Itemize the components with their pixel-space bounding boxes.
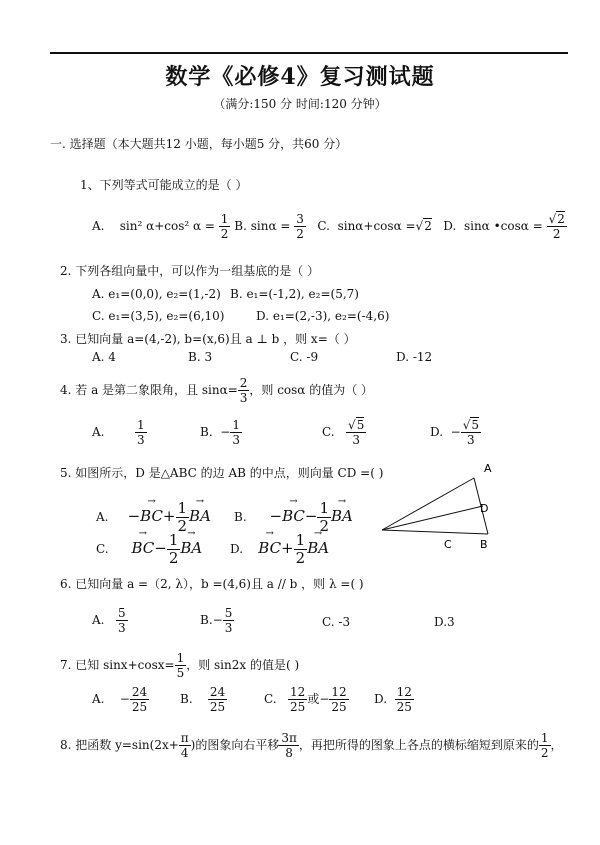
q3-option-b: B. 3 <box>188 350 213 364</box>
q4-option-c: C. $\frac{√5}{3}$ <box>322 418 365 447</box>
q1-stem: 1、下列等式可能成立的是（ ） <box>80 178 248 192</box>
top-rule <box>50 52 568 54</box>
q1-a-expr: sin² α+cos² α = <box>119 219 215 233</box>
page-title: 数学《必修4》复习测试题 <box>165 64 435 90</box>
q1-c-label: C. <box>317 219 330 233</box>
label-d: D <box>480 502 489 515</box>
q3-option-a: A. 4 <box>92 350 116 364</box>
q1-d-expr: sinα •cosα = <box>463 219 543 233</box>
q1-d-frac: $\frac{√2}{2}$ <box>548 212 565 241</box>
q2-option-b: B. e₁=(-1,2), e₂=(5,7) <box>230 287 359 301</box>
edge-cb <box>382 530 488 534</box>
q5-option-a: A. −→ BC+ $\frac{1}{2}$ → BA <box>96 500 211 535</box>
q5-option-d: D. → BC+ $\frac{1}{2}$ → BA <box>230 532 329 567</box>
q4-option-a: A. $\frac{1}{3}$ <box>92 418 145 447</box>
section-heading: 一. 选择题（本大题共12 小题，每小题5 分，共60 分） <box>50 137 348 151</box>
edge-ca <box>382 478 474 530</box>
q5-option-b: B. −→ BC− $\frac{1}{2}$ → BA <box>234 500 353 535</box>
q7-option-d: D. $\frac{12}{25}$ <box>374 685 412 714</box>
edge-cd <box>382 506 483 530</box>
q1-options: A. sin² α+cos² α = $\frac{1}{2}$ B. sinα = $\frac{3}{2}$ C. sinα+cosα =√2 D. sinα •cosα = $\frac{√2}{2}$ <box>92 212 565 241</box>
q1-b-frac: $\frac{3}{2}$ <box>296 212 304 241</box>
q1-b-label: B. <box>234 219 247 233</box>
q3-stem: 3. 已知向量 a=(4,-2), b=(x,6)且 a ⊥ b ，则 x=（ ） <box>60 332 356 346</box>
q1-a-label: A. <box>92 219 105 233</box>
q2-stem: 2. 下列各组向量中，可以作为一组基底的是（ ） <box>60 264 320 278</box>
q4-stem: 4. 若 a 是第二象限角，且 sinα= $\frac{2}{3}$ ，则 cosα 的值为（ ） <box>60 376 374 405</box>
q6-option-a: A. $\frac{5}{3}$ <box>92 606 126 635</box>
q2-option-c: C. e₁=(3,5), e₂=(6,10) <box>92 309 225 323</box>
q7-option-b: B. $\frac{24}{25}$ <box>180 685 226 714</box>
q3-option-d: D. -12 <box>396 350 433 364</box>
q4-option-b: B. − $\frac{1}{3}$ <box>200 418 240 447</box>
q1-c-radicand: 2 <box>424 219 432 233</box>
q5-option-c: C. → BC− $\frac{1}{2}$ → BA <box>96 532 202 567</box>
q6-option-d: D.3 <box>434 615 455 629</box>
q1-a-frac: $\frac{1}{2}$ <box>220 212 229 241</box>
q4-option-d: D. − $\frac{√5}{3}$ <box>430 418 480 447</box>
q1-d-label: D. <box>443 219 457 233</box>
q7-stem: 7. 已知 sinx+cosx= $\frac{1}{5}$ ，则 sin2x 的值是( ) <box>60 651 300 680</box>
q5-stem: 5. 如图所示，D 是△ABC 的边 AB 的中点，则向量 CD =( ) <box>60 466 384 480</box>
label-c: C <box>444 538 452 551</box>
q3-option-c: C. -9 <box>290 350 319 364</box>
q8-stem: 8. 把函数 y=sin(2x+ $\frac{\pi}{4}$ )的图象向右平移 $\frac{3\pi}{8}$ ，再把所得的图象上各点的横标缩短到原来的 $\frac{1}{2}$ ， <box>60 731 563 760</box>
q1-b-expr: sinα = <box>250 219 291 233</box>
q6-option-c: C. -3 <box>322 615 351 629</box>
q2-option-a: A. e₁=(0,0), e₂=(1,-2) <box>92 287 221 301</box>
page-subtitle: （满分:150 分 时间:120 分钟） <box>213 97 387 111</box>
triangle-figure <box>370 458 510 558</box>
q6-option-b: B.− $\frac{5}{3}$ <box>200 606 233 635</box>
q7-option-a: A. − $\frac{24}{25}$ <box>92 685 148 714</box>
q6-stem: 6. 已知向量 a =（2, λ），b =(4,6)且 a // b ，则 λ =( ) <box>60 577 364 591</box>
label-a: A <box>484 462 492 475</box>
q2-option-d: D. e₁=(2,-3), e₂=(-4,6) <box>256 309 390 323</box>
q7-option-c: C. $\frac{12}{25}$ 或− $\frac{12}{25}$ <box>264 685 347 714</box>
label-b: B <box>480 538 488 551</box>
q1-c-expr: sinα+cosα = <box>337 219 416 233</box>
